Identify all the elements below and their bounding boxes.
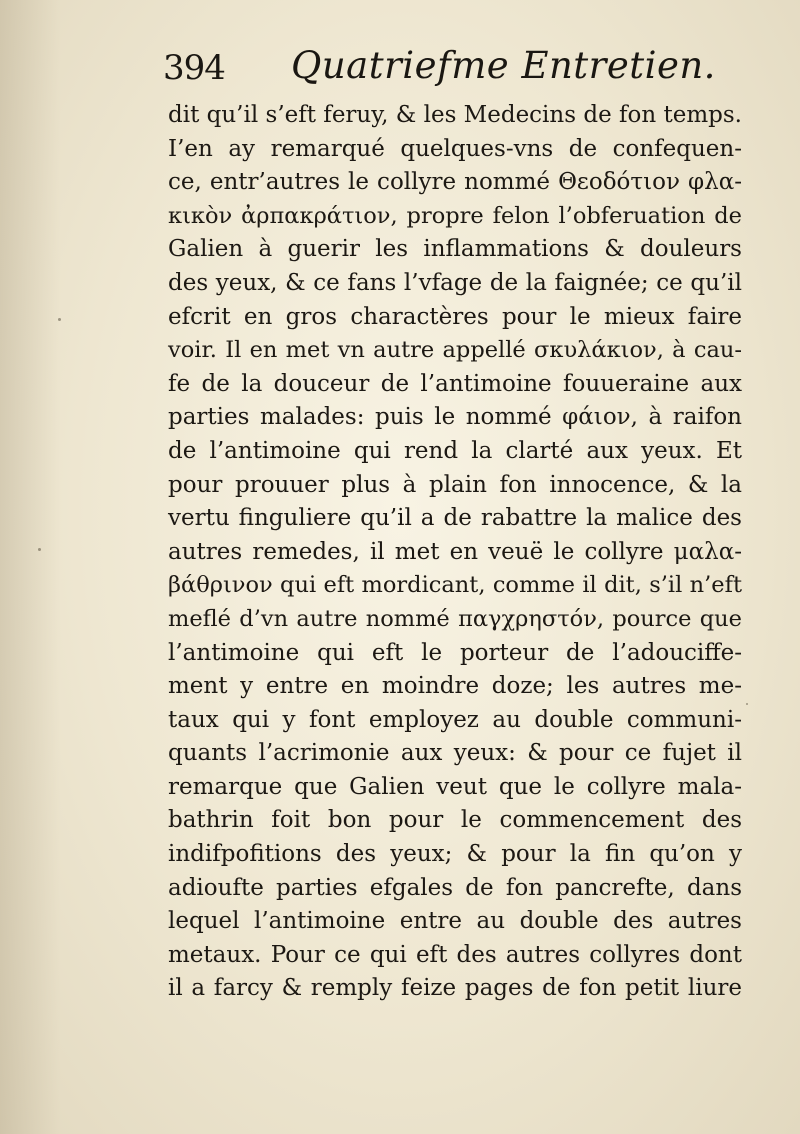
text-line: il a farcy & remply feize pages de fon petit liure [168, 975, 742, 1002]
text-line: bathrin foit bon pour le commencement des [168, 807, 742, 834]
text-line: taux qui y font employez au double communi- [168, 706, 742, 733]
text-body [168, 99, 742, 1006]
paper-speck [746, 703, 748, 705]
text-line: quants l’acrimonie aux yeux: & pour ce fujet il [168, 740, 742, 767]
page-gutter-shadow [0, 0, 60, 1134]
running-title: Quatriefme Entretien. [291, 44, 716, 87]
text-line: pour prouuer plus à plain fon innocence, & la [168, 471, 742, 498]
text-line: autres remedes, il met en veuë le collyre μαλα- [168, 538, 742, 565]
text-line: I’en ay remarqué quelques-vns de confequen- [168, 135, 742, 162]
text-line: des yeux, & ce fans l’vfage de la faignée; ce qu’il [168, 269, 742, 296]
text-line: voir. Il en met vn autre appellé σκυλάκιον, à cau- [168, 337, 742, 364]
text-line: ment y entre en moindre doze; les autres me- [168, 673, 742, 700]
text-line: fe de la douceur de l’antimoine fouueraine aux [168, 370, 742, 397]
text-line: metaux. Pour ce qui eft des autres collyres dont [168, 941, 742, 968]
text-line: κικὸν ἀρπακράτιον, propre felon l’obferuation de [168, 202, 742, 229]
text-line: indifpofitions des yeux; & pour la fin qu’on y [168, 841, 742, 868]
text-line: Galien à guerir les inflammations & douleurs [168, 236, 742, 263]
text-line: remarque que Galien veut que le collyre mala- [168, 773, 742, 800]
text-line: dit qu’il s’eft feruy, & les Medecins de fon temps. [168, 102, 742, 128]
text-line: de l’antimoine qui rend la clarté aux yeux. Et [168, 437, 742, 464]
text-line: vertu finguliere qu’il a de rabattre la malice des [168, 505, 742, 532]
paper-speck [58, 318, 61, 321]
text-line: lequel l’antimoine entre au double des autres [168, 908, 742, 935]
page-header [163, 40, 723, 100]
text-line: parties malades: puis le nommé φάιον, à raifon [168, 404, 742, 431]
text-line: ce, entr’autres le collyre nommé Θεοδότιον φλα- [168, 169, 742, 196]
paper-speck [38, 548, 41, 551]
text-line: βάθρινον qui eft mordicant, comme il dit, s’il n’eft [168, 572, 742, 599]
text-line: efcrit en gros charactères pour le mieux faire [168, 303, 742, 330]
text-line: meflé d’vn autre nommé παγχρηστόν, pource que [168, 605, 742, 632]
text-line: l’antimoine qui eft le porteur de l’adouciffe- [168, 639, 742, 666]
page-number: 394 [163, 48, 225, 88]
text-line: adioufte parties efgales de fon pancrefte, dans [168, 874, 742, 901]
